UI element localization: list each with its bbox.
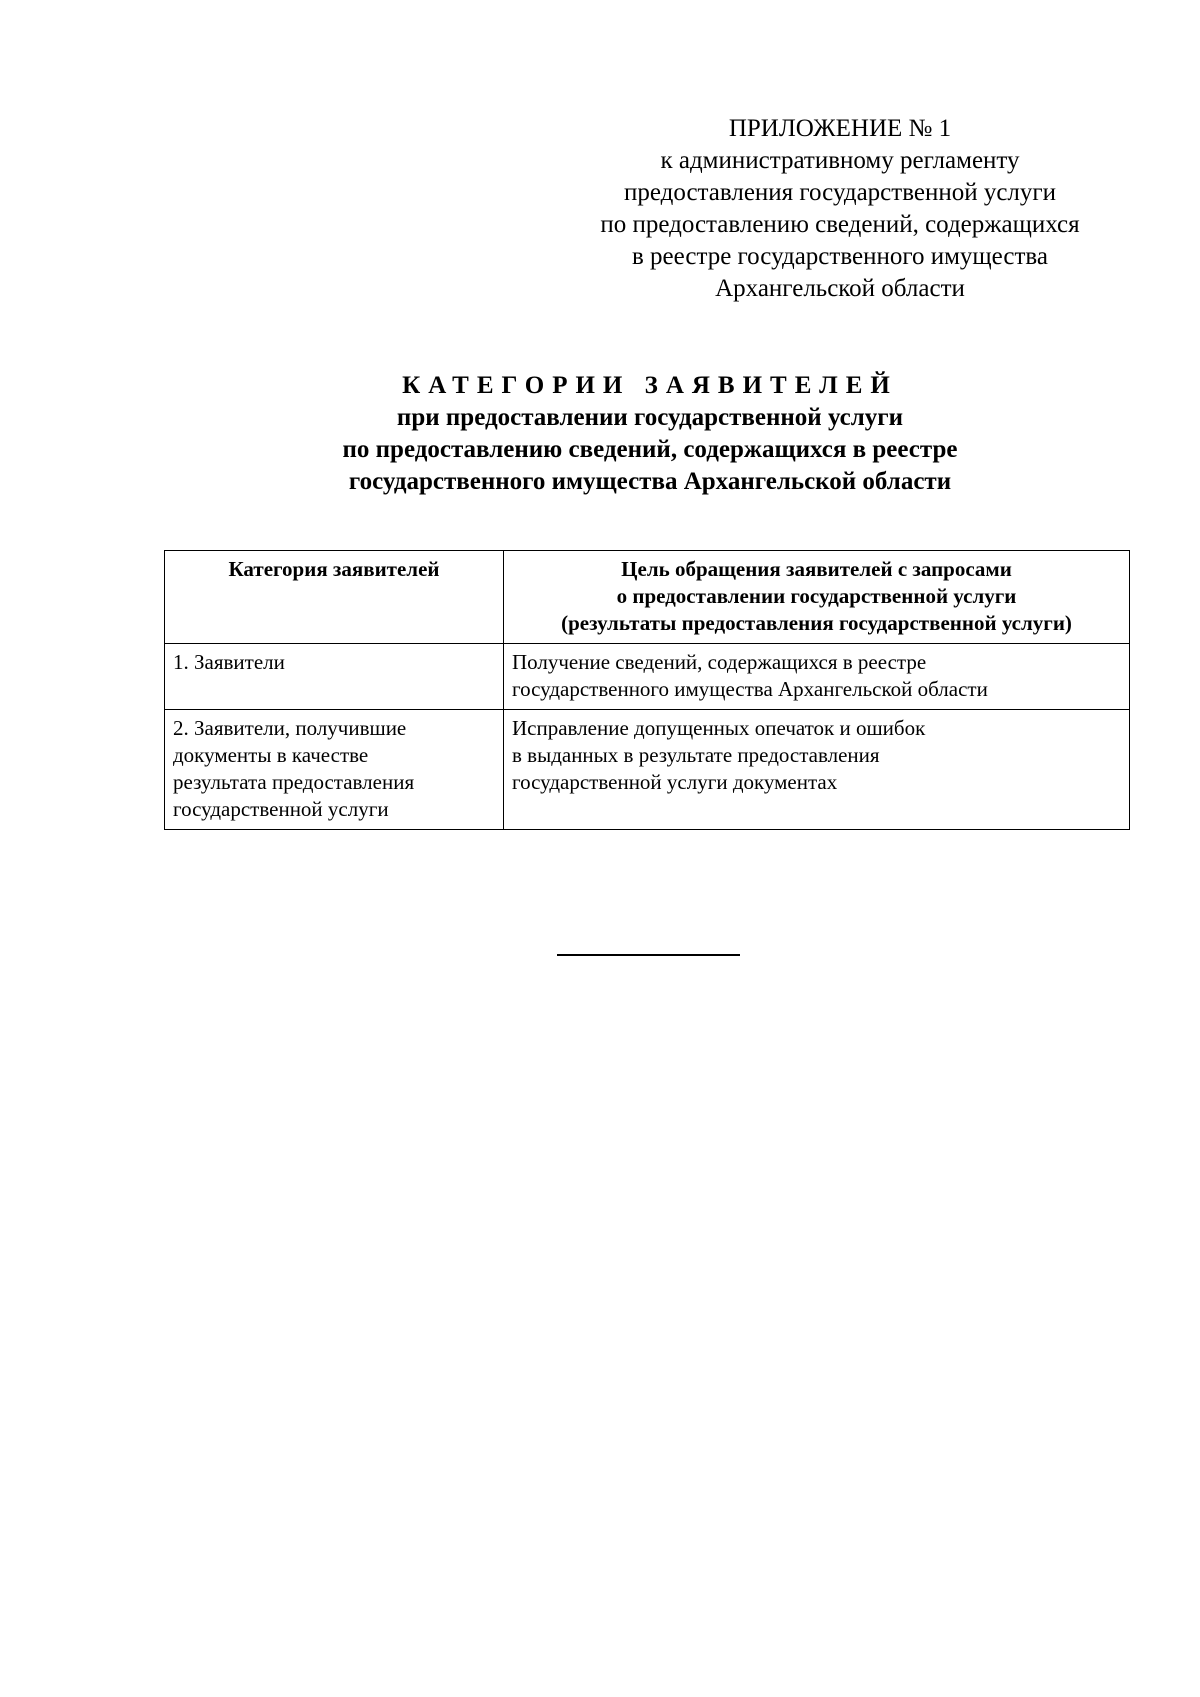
table-row	[165, 710, 1130, 830]
annex-line: в реестре государственного имущества	[632, 243, 1048, 270]
cell-text: 1. Заявители	[173, 650, 285, 674]
cell-text: в выданных в результате предоставления	[512, 743, 880, 767]
cell-text: Получение сведений, содержащихся в реестре	[512, 650, 927, 674]
document-title: КАТЕГОРИИ ЗАЯВИТЕЛЕЙ	[402, 372, 898, 399]
annex-line: Архангельской области	[715, 275, 965, 302]
document-subtitle-line: по предоставлению сведений, содержащихся в реестре	[342, 436, 958, 463]
cell-text: государственной услуги документах	[512, 770, 838, 794]
document-heading	[0, 370, 1200, 498]
header-category	[165, 551, 504, 644]
header-text: (результаты предоставления государственной услуги)	[561, 611, 1072, 635]
annex-line: по предоставлению сведений, содержащихся	[600, 211, 1080, 238]
document-subtitle-line: государственного имущества Архангельской области	[348, 468, 952, 495]
header-text: Категория заявителей	[228, 557, 440, 581]
annex-line: предоставления государственной услуги	[623, 179, 1057, 206]
cell-text: 2. Заявители, получившие	[173, 716, 407, 740]
header-text: Цель обращения заявителей с запросами	[621, 557, 1012, 581]
cell-text: Исправление допущенных опечаток и ошибок	[512, 716, 926, 740]
annex-title: ПРИЛОЖЕНИЕ № 1	[728, 115, 952, 142]
cell-category	[165, 710, 504, 830]
annex-line: к административному регламенту	[660, 147, 1020, 174]
cell-text: результата предоставления	[173, 770, 415, 794]
header-purpose	[504, 551, 1130, 644]
table-header-row	[165, 551, 1130, 644]
table-row	[165, 644, 1130, 710]
cell-purpose	[504, 644, 1130, 710]
annex-block	[560, 113, 1120, 305]
cell-purpose	[504, 710, 1130, 830]
applicant-categories-table	[164, 550, 1130, 830]
header-text: о предоставлении государственной услуги	[616, 584, 1017, 608]
cell-text: государственной услуги	[173, 797, 389, 821]
cell-text: государственного имущества Архангельской области	[512, 677, 988, 701]
closing-separator-line	[557, 954, 740, 956]
cell-text: документы в качестве	[173, 743, 369, 767]
cell-category	[165, 644, 504, 710]
document-subtitle-line: при предоставлении государственной услуги	[396, 404, 904, 431]
